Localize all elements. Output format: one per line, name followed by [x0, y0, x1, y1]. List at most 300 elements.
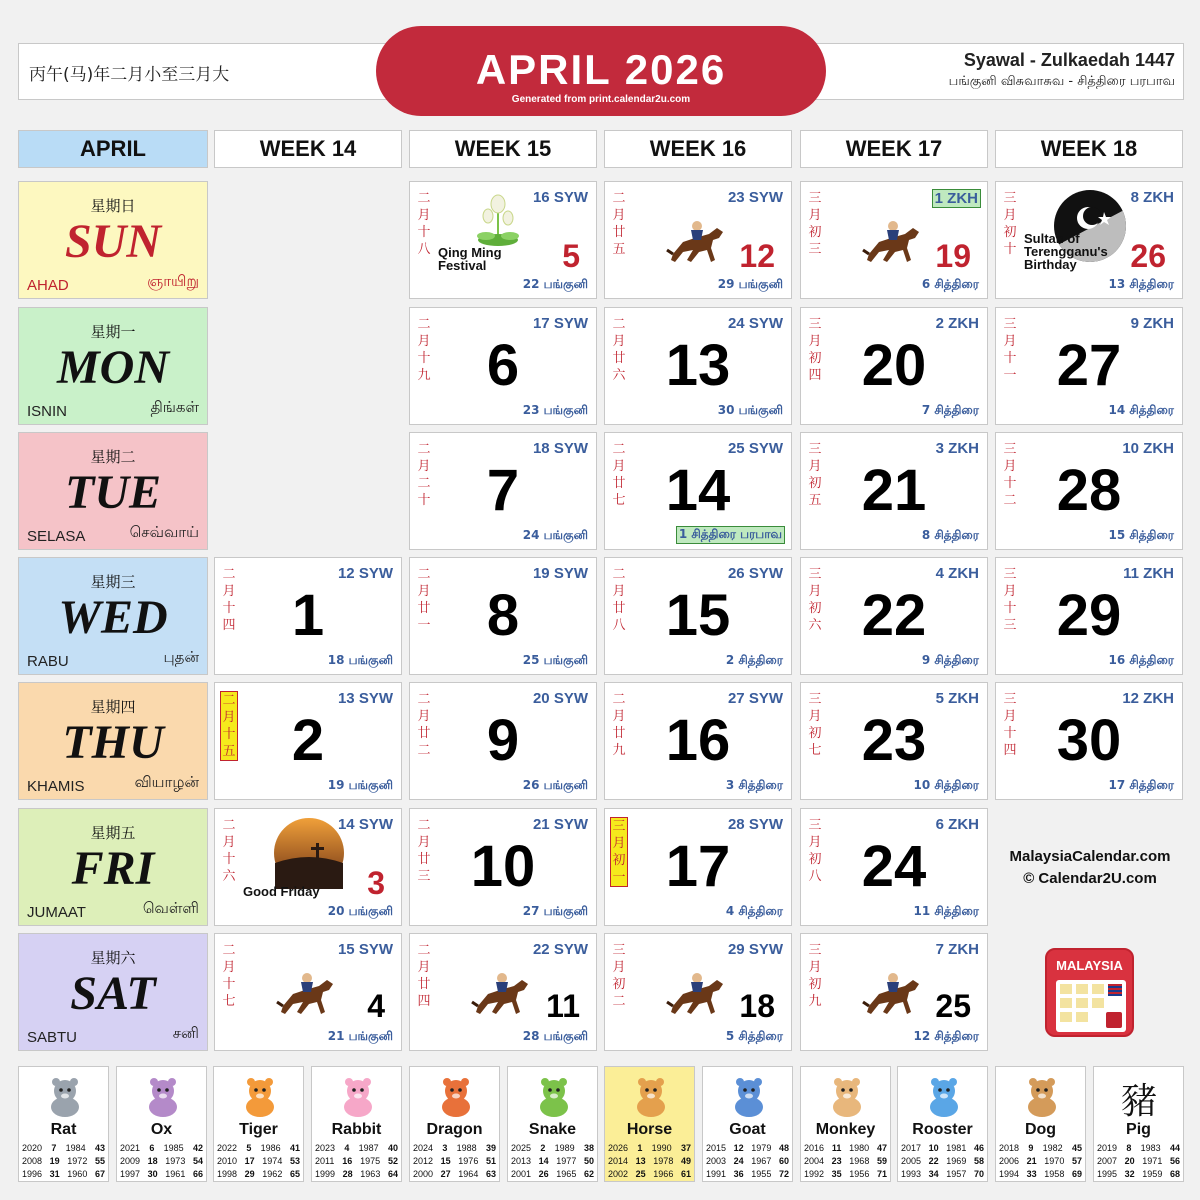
- year: 1979: [751, 1143, 772, 1153]
- hijri-date: 21 SYW: [532, 816, 588, 833]
- zodiac-name: Snake: [528, 1121, 577, 1138]
- zodiac-year-row: [413, 1155, 496, 1168]
- lunar-char: 二: [612, 317, 626, 332]
- date-cell[interactable]: [604, 808, 792, 926]
- date-cell[interactable]: [604, 307, 792, 425]
- tamil-date: 29 பங்குனி: [717, 277, 783, 291]
- date-cell[interactable]: [604, 181, 792, 299]
- hijri-date: 27 SYW: [727, 690, 783, 707]
- hijri-tamil-header: [800, 43, 1184, 100]
- age: 58: [973, 1156, 984, 1166]
- hijri-date: 9 ZKH: [1130, 315, 1174, 332]
- date-cell[interactable]: [800, 682, 988, 800]
- lunar-char: 一: [1003, 368, 1017, 383]
- lunar-char: 月: [417, 459, 431, 474]
- lunar-char: 月: [1003, 459, 1017, 474]
- tamil-date: 22 பங்குனி: [522, 277, 588, 291]
- horse-racing-icon: [665, 214, 727, 275]
- date-cell[interactable]: [214, 808, 402, 926]
- age: 24: [733, 1156, 744, 1166]
- day-number: 2: [291, 708, 325, 773]
- day-number: 29: [1056, 583, 1122, 648]
- zodiac-year-row: [120, 1142, 203, 1155]
- lunar-char: 二: [612, 692, 626, 707]
- dog-icon: [1023, 1075, 1061, 1124]
- pig-icon: [1121, 1075, 1157, 1124]
- date-cell[interactable]: [995, 307, 1183, 425]
- lunar-char: 二: [222, 818, 236, 833]
- day-number: 17: [665, 834, 731, 899]
- year: 2018: [999, 1143, 1020, 1153]
- hijri-date: 6 ZKH: [935, 816, 979, 833]
- year: 2005: [901, 1156, 922, 1166]
- age: 40: [387, 1143, 398, 1153]
- hijri-date: 20 SYW: [532, 690, 588, 707]
- zodiac-year-row: [901, 1168, 984, 1181]
- zodiac-years: [1097, 1142, 1180, 1181]
- lunar-char: 月: [612, 709, 626, 724]
- hijri-date: 11 ZKH: [1123, 565, 1174, 582]
- zodiac-year-row: [804, 1142, 887, 1155]
- lunar-char: 三: [808, 242, 822, 257]
- lunar-char: 三: [808, 317, 822, 332]
- year: 2023: [315, 1143, 336, 1153]
- day-name-tamil: வியாழன்: [134, 773, 199, 791]
- age: 33: [1026, 1169, 1037, 1179]
- lunar-char: 初: [808, 225, 822, 240]
- zodiac-year-row: [315, 1155, 398, 1168]
- lunar-char: 初: [1003, 225, 1017, 240]
- tamil-month-label: பங்குனி விசுவாசுவ - சித்திரை பரபாவ: [948, 74, 1175, 89]
- year: 1981: [946, 1143, 967, 1153]
- zodiac-year-row: [22, 1155, 105, 1168]
- day-name-tamil: செவ்வாய்: [129, 523, 199, 541]
- lunar-char: 廿: [612, 726, 626, 741]
- date-cell[interactable]: [800, 808, 988, 926]
- age: 55: [94, 1156, 105, 1166]
- age: 26: [538, 1169, 549, 1179]
- day-name-cell: [18, 307, 208, 425]
- day-number: 9: [486, 708, 520, 773]
- zodiac-name: Goat: [729, 1121, 766, 1138]
- lunar-char: 月: [1003, 208, 1017, 223]
- year: 1999: [315, 1169, 336, 1179]
- hijri-date: 13 SYW: [337, 690, 393, 707]
- zodiac-cell-tiger: [213, 1066, 304, 1182]
- hijri-date: 26 SYW: [727, 565, 783, 582]
- zodiac-year-row: [804, 1168, 887, 1181]
- hijri-date: 4 ZKH: [935, 565, 979, 582]
- zodiac-year-row: [315, 1168, 398, 1181]
- event-line: Terengganu's: [1024, 244, 1108, 259]
- lunar-char: 三: [612, 819, 626, 834]
- lunar-char: 四: [1003, 743, 1017, 758]
- year: 2021: [120, 1143, 141, 1153]
- lunar-char: 十: [222, 727, 236, 742]
- year: 1994: [999, 1169, 1020, 1179]
- tamil-date: 1 சித்திரை பரபாவ: [676, 526, 785, 544]
- lunar-char: 一: [417, 618, 431, 633]
- year: 1971: [1142, 1156, 1163, 1166]
- age: 39: [485, 1143, 496, 1153]
- year: 1970: [1044, 1156, 1065, 1166]
- age: 63: [485, 1169, 496, 1179]
- snake-icon: [535, 1075, 573, 1124]
- date-cell[interactable]: [995, 682, 1183, 800]
- age: 15: [440, 1156, 451, 1166]
- year: 1995: [1097, 1169, 1118, 1179]
- horse-racing-icon: [470, 966, 532, 1027]
- day-number: 18: [739, 988, 775, 1024]
- year: 2015: [706, 1143, 727, 1153]
- lunar-char: 初: [808, 852, 822, 867]
- day-number: 21: [861, 458, 927, 523]
- date-cell[interactable]: [604, 557, 792, 675]
- age: 61: [680, 1169, 691, 1179]
- age: 65: [289, 1169, 300, 1179]
- lunar-char: 月: [612, 960, 626, 975]
- tamil-date: 12 சித்திரை: [913, 1029, 979, 1043]
- day-name-english: FRI: [71, 842, 155, 895]
- zodiac-cell-dog: [995, 1066, 1086, 1182]
- day-name-chinese: 星期一: [90, 323, 136, 341]
- lunar-char: 月: [808, 960, 822, 975]
- horse-racing-icon: [665, 966, 727, 1027]
- day-name-english: TUE: [65, 466, 161, 519]
- lunar-char: 月: [417, 835, 431, 850]
- zodiac-cell-rooster: [897, 1066, 988, 1182]
- year: 1990: [651, 1143, 672, 1153]
- year: 1964: [458, 1169, 479, 1179]
- lunar-char: 十: [417, 225, 431, 240]
- year: 1989: [554, 1143, 575, 1153]
- age: 51: [485, 1156, 496, 1166]
- lunar-char: 二: [417, 476, 431, 491]
- age: 42: [192, 1143, 203, 1153]
- year: 2009: [120, 1156, 141, 1166]
- date-cell[interactable]: [800, 557, 988, 675]
- lunar-char: 廿: [612, 601, 626, 616]
- hijri-date: 12 SYW: [337, 565, 393, 582]
- tamil-date: 6 சித்திரை: [921, 277, 979, 291]
- lunar-char: 月: [612, 459, 626, 474]
- tamil-date: 2 சித்திரை: [725, 653, 783, 667]
- date-cell[interactable]: [409, 432, 597, 550]
- day-name-chinese: 星期五: [90, 824, 136, 842]
- age: 34: [928, 1169, 939, 1179]
- month-title: APRIL 2026: [475, 46, 727, 93]
- tamil-date: 16 சித்திரை: [1108, 653, 1174, 667]
- hijri-date: 18 SYW: [532, 440, 588, 457]
- hijri-date: 16 SYW: [532, 189, 588, 206]
- dragon-icon: [437, 1075, 475, 1124]
- lunar-char: 三: [417, 869, 431, 884]
- lunar-char: 二: [612, 191, 626, 206]
- zodiac-cell-dragon: [409, 1066, 500, 1182]
- event-line: Birthday: [1024, 257, 1077, 272]
- day-name-malay: RABU: [27, 653, 69, 670]
- week-header: WEEK 16: [604, 130, 792, 168]
- date-cell[interactable]: [995, 557, 1183, 675]
- age: 2: [540, 1143, 546, 1153]
- year: 1960: [67, 1169, 88, 1179]
- year: 1968: [849, 1156, 870, 1166]
- zodiac-years: [120, 1142, 203, 1181]
- zodiac-name: Monkey: [815, 1121, 876, 1138]
- date-cell[interactable]: [214, 557, 402, 675]
- age: 62: [583, 1169, 594, 1179]
- lunar-char: 四: [222, 618, 236, 633]
- lunar-char: 初: [808, 977, 822, 992]
- age: 71: [876, 1169, 887, 1179]
- date-cell[interactable]: [604, 682, 792, 800]
- date-cell[interactable]: [214, 933, 402, 1051]
- year: 1998: [217, 1169, 238, 1179]
- lunar-char: 廿: [612, 351, 626, 366]
- lunar-char: 二: [612, 442, 626, 457]
- hijri-date: 8 ZKH: [1130, 189, 1174, 206]
- lunar-char: 三: [1003, 442, 1017, 457]
- date-cell[interactable]: [409, 307, 597, 425]
- lunar-char: 五: [612, 242, 626, 257]
- year: 1955: [751, 1169, 772, 1179]
- lunar-char: 二: [222, 567, 236, 582]
- year: 1977: [556, 1156, 577, 1166]
- zodiac-cell-goat: [702, 1066, 793, 1182]
- zodiac-name: Horse: [626, 1121, 673, 1138]
- age: 53: [289, 1156, 300, 1166]
- lunar-char: 十: [222, 601, 236, 616]
- date-cell[interactable]: [214, 682, 402, 800]
- lunar-char: 九: [612, 743, 626, 758]
- hijri-date: 1 ZKH: [932, 189, 981, 208]
- date-cell[interactable]: [995, 432, 1183, 550]
- date-cell[interactable]: [800, 307, 988, 425]
- lunar-char: 月: [222, 835, 236, 850]
- lunar-char: 月: [417, 334, 431, 349]
- lunar-char: 初: [808, 476, 822, 491]
- year: 2011: [315, 1156, 335, 1166]
- age: 67: [94, 1169, 105, 1179]
- day-number: 14: [665, 458, 731, 523]
- age: 7: [51, 1143, 57, 1153]
- day-number: 28: [1056, 458, 1122, 523]
- lunar-date: [1001, 190, 1019, 258]
- date-cell[interactable]: [409, 557, 597, 675]
- date-cell[interactable]: [409, 933, 597, 1051]
- lunar-char: 四: [417, 994, 431, 1009]
- year: 1982: [1042, 1143, 1063, 1153]
- year: 2016: [804, 1143, 825, 1153]
- age: 5: [246, 1143, 252, 1153]
- lunar-char: 十: [222, 852, 236, 867]
- date-cell[interactable]: [604, 432, 792, 550]
- hijri-date: 15 SYW: [337, 941, 393, 958]
- lunar-char: 十: [1003, 601, 1017, 616]
- week-header: WEEK 18: [995, 130, 1183, 168]
- lunar-char: 月: [417, 584, 431, 599]
- day-name-tamil: ஞாயிறு: [147, 272, 199, 290]
- day-number: 11: [546, 988, 580, 1024]
- age: 22: [928, 1156, 939, 1166]
- zodiac-name: Rat: [50, 1121, 77, 1138]
- age: 6: [149, 1143, 155, 1153]
- tamil-date: 21 பங்குனி: [327, 1029, 393, 1043]
- day-number: 1: [291, 583, 325, 648]
- holiday-event-label: [438, 246, 502, 272]
- lunar-date: [415, 942, 433, 1010]
- date-cell[interactable]: [800, 181, 988, 299]
- age: 54: [192, 1156, 203, 1166]
- lunar-char: 三: [1003, 567, 1017, 582]
- lunar-char: 十: [417, 493, 431, 508]
- zodiac-years: [315, 1142, 398, 1181]
- lunar-char: 廿: [417, 977, 431, 992]
- day-name-chinese: 星期六: [90, 949, 136, 967]
- year: 1975: [360, 1156, 381, 1166]
- age: 46: [973, 1143, 984, 1153]
- date-cell[interactable]: [409, 682, 597, 800]
- week-header: WEEK 17: [800, 130, 988, 168]
- age: 43: [94, 1143, 105, 1153]
- day-name-english: MON: [56, 341, 169, 394]
- zodiac-name: Dragon: [426, 1121, 483, 1138]
- rooster-icon: [925, 1075, 963, 1124]
- zodiac-year-row: [999, 1142, 1082, 1155]
- week-header: WEEK 15: [409, 130, 597, 168]
- monkey-icon: [828, 1075, 866, 1124]
- horse-racing-icon: [275, 966, 337, 1027]
- zodiac-years: [901, 1142, 984, 1181]
- age: 70: [973, 1169, 984, 1179]
- zodiac-year-row: [22, 1142, 105, 1155]
- day-name-malay: JUMAAT: [27, 904, 86, 921]
- zodiac-name: Pig: [1126, 1121, 1151, 1138]
- event-line: Qing Ming: [438, 245, 502, 260]
- lunar-char: 十: [222, 977, 236, 992]
- year: 1958: [1044, 1169, 1065, 1179]
- month-title-banner: [376, 26, 826, 116]
- age: 36: [733, 1169, 744, 1179]
- year: 1997: [120, 1169, 141, 1179]
- day-name-malay: SELASA: [27, 528, 86, 545]
- event-line: Festival: [438, 258, 487, 273]
- year: 2013: [511, 1156, 532, 1166]
- hijri-date: 28 SYW: [727, 816, 783, 833]
- day-name-cell: [18, 432, 208, 550]
- rat-icon: [46, 1075, 84, 1124]
- lunar-char: 二: [417, 692, 431, 707]
- year: 1972: [67, 1156, 88, 1166]
- day-number: 5: [562, 238, 580, 274]
- date-cell[interactable]: [604, 933, 792, 1051]
- lunar-char: 七: [612, 493, 626, 508]
- lunar-char: 月: [222, 710, 236, 725]
- zodiac-name: Rabbit: [331, 1121, 382, 1138]
- rabbit-icon: [339, 1075, 377, 1124]
- malaysia-calendar-app-icon: [1045, 948, 1134, 1037]
- date-cell[interactable]: [995, 181, 1183, 299]
- badge-label: MALAYSIA: [1056, 958, 1123, 973]
- lunar-char: 二: [222, 693, 236, 708]
- zodiac-name: Rooster: [912, 1121, 973, 1138]
- day-number: 27: [1056, 333, 1122, 398]
- year: 2024: [413, 1143, 434, 1153]
- zodiac-year-row: [608, 1168, 691, 1181]
- year: 2006: [999, 1156, 1020, 1166]
- year: 2017: [901, 1143, 922, 1153]
- lunar-char: 三: [1003, 317, 1017, 332]
- lunar-char: 九: [808, 994, 822, 1009]
- year: 2012: [413, 1156, 434, 1166]
- day-name-cell: [18, 557, 208, 675]
- tamil-date: 20 பங்குனி: [327, 904, 393, 918]
- date-cell[interactable]: [800, 432, 988, 550]
- day-name-tamil: திங்கள்: [150, 398, 199, 416]
- year: 1984: [65, 1143, 86, 1153]
- year: 1966: [653, 1169, 674, 1179]
- year: 1973: [165, 1156, 186, 1166]
- year: 2002: [608, 1169, 629, 1179]
- age: 1: [637, 1143, 643, 1153]
- day-number: 4: [367, 988, 385, 1024]
- hijri-date: 24 SYW: [727, 315, 783, 332]
- year: 2014: [608, 1156, 629, 1166]
- day-name-cell: [18, 181, 208, 299]
- day-name-english: SAT: [70, 967, 156, 1020]
- lunar-char: 四: [808, 368, 822, 383]
- lunar-char: 月: [612, 208, 626, 223]
- lunar-char: 二: [612, 994, 626, 1009]
- year: 1956: [849, 1169, 870, 1179]
- lunar-char: 五: [222, 744, 236, 759]
- tamil-date: 24 பங்குனி: [522, 528, 588, 542]
- lunar-char: 月: [1003, 584, 1017, 599]
- date-cell[interactable]: [409, 808, 597, 926]
- zodiac-year-row: [511, 1142, 594, 1155]
- hijri-date: 29 SYW: [727, 941, 783, 958]
- zodiac-year-row: [217, 1168, 300, 1181]
- tamil-date: 9 சித்திரை: [921, 653, 979, 667]
- date-cell[interactable]: [800, 933, 988, 1051]
- chinese-year-label: 丙午(马)年二月小至三月大: [18, 43, 418, 100]
- age: 32: [1124, 1169, 1135, 1179]
- tamil-date: 5 சித்திரை: [725, 1029, 783, 1043]
- lunar-char: 初: [808, 601, 822, 616]
- lunar-char: 月: [222, 960, 236, 975]
- lunar-char: 月: [1003, 334, 1017, 349]
- zodiac-cell-monkey: [800, 1066, 891, 1182]
- age: 31: [49, 1169, 60, 1179]
- lunar-date: [415, 190, 433, 258]
- day-number: 22: [861, 583, 927, 648]
- hijri-date: 10 ZKH: [1122, 440, 1174, 457]
- lunar-char: 廿: [417, 726, 431, 741]
- lunar-char: 月: [612, 584, 626, 599]
- hijri-date: 2 ZKH: [935, 315, 979, 332]
- year: 2026: [608, 1143, 629, 1153]
- date-cell[interactable]: [409, 181, 597, 299]
- tamil-date: 7 சித்திரை: [921, 403, 979, 417]
- age: 72: [778, 1169, 789, 1179]
- lunar-date: [806, 942, 824, 1010]
- lunar-char: 二: [612, 567, 626, 582]
- year: 1961: [165, 1169, 186, 1179]
- age: 14: [538, 1156, 549, 1166]
- month-column-header: APRIL: [18, 130, 208, 168]
- lunar-char: 三: [808, 567, 822, 582]
- event-line: Good Friday: [243, 884, 320, 899]
